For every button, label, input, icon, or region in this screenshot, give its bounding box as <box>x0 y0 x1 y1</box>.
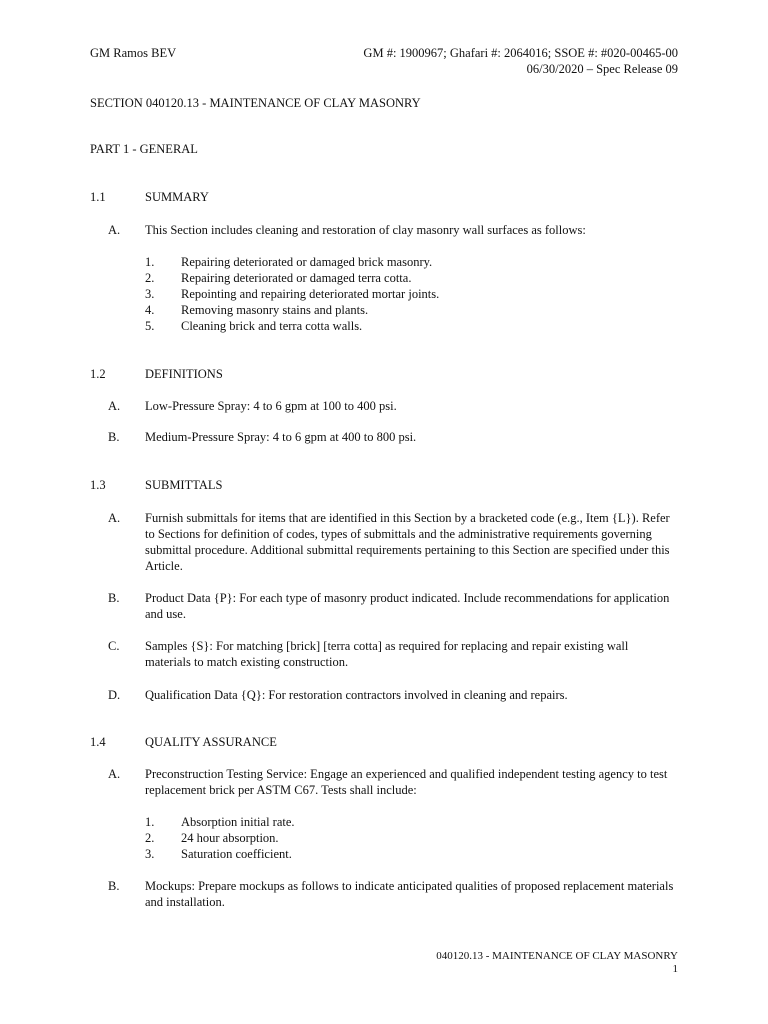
paragraph-text: Medium-Pressure Spray: 4 to 6 gpm at 400 to 800 psi. <box>145 430 417 444</box>
article-number: 1.4 <box>90 735 106 749</box>
page-footer <box>436 950 678 976</box>
article-number: 1.3 <box>90 478 106 492</box>
paragraph-text: Preconstruction Testing Service: Engage an experienced and qualified independent testing agency to test replacement brick per ASTM C67. Tests shall include: <box>145 767 668 797</box>
paragraph-text: Furnish submittals for items that are identified in this Section by a bracketed code (e.g., Item {L}). Refer to Sections for definition of codes, types of submittals and the administrative requirements governing submittal procedure. Additional submittal requirements pertaining to this Section are specified under this Article. <box>145 511 670 573</box>
list-item-text: Cleaning brick and terra cotta walls. <box>181 319 363 333</box>
list-item-number: 5. <box>145 319 155 333</box>
list-item-text: Removing masonry stains and plants. <box>181 303 369 317</box>
paragraph-text: Qualification Data {Q}: For restoration contractors involved in cleaning and repairs. <box>145 688 568 702</box>
paragraph-letter: A. <box>108 767 121 781</box>
list-item-text: Repointing and repairing deteriorated mortar joints. <box>181 287 440 301</box>
paragraph-letter: A. <box>108 511 121 525</box>
section-title: SECTION 040120.13 - MAINTENANCE OF CLAY MASONRY <box>90 96 421 110</box>
page-number: 1 <box>672 963 678 975</box>
paragraph-letter: B. <box>108 879 120 893</box>
list-item-text: Repairing deteriorated or damaged terra cotta. <box>181 271 412 285</box>
list-item-text: Repairing deteriorated or damaged brick masonry. <box>181 255 433 269</box>
article-number: 1.2 <box>90 367 106 381</box>
article-heading: QUALITY ASSURANCE <box>145 735 277 749</box>
paragraph-text: Mockups: Prepare mockups as follows to indicate anticipated qualities of proposed replacement materials and installation. <box>145 879 674 909</box>
paragraph-letter: B. <box>108 430 120 444</box>
paragraph-text: Low-Pressure Spray: 4 to 6 gpm at 100 to 400 psi. <box>145 399 397 413</box>
list-item-number: 3. <box>145 847 155 861</box>
part-title: PART 1 - GENERAL <box>90 142 198 156</box>
paragraph-letter: A. <box>108 223 121 237</box>
paragraph-letter: B. <box>108 591 120 605</box>
footer-section-title: 040120.13 - MAINTENANCE OF CLAY MASONRY <box>436 950 678 962</box>
article-heading: SUMMARY <box>145 190 209 204</box>
header-project-ids: GM #: 1900967; Ghafari #: 2064016; SSOE #: #020-00465-00 <box>363 46 678 60</box>
header-project-numbers <box>363 45 678 77</box>
list-item-text: Absorption initial rate. <box>181 815 295 829</box>
paragraph-text: Product Data {P}: For each type of masonry product indicated. Include recommendations for application and use. <box>145 591 670 621</box>
paragraph-letter: A. <box>108 399 121 413</box>
list-item-text: 24 hour absorption. <box>181 831 279 845</box>
list-item-text: Saturation coefficient. <box>181 847 292 861</box>
list-item-number: 2. <box>145 831 155 845</box>
header-project-name: GM Ramos BEV <box>90 46 177 60</box>
paragraph-text: Samples {S}: For matching [brick] [terra cotta] as required for replacing and repair existing wall materials to match existing construction. <box>145 639 629 669</box>
list-item-number: 2. <box>145 271 155 285</box>
list-item-number: 3. <box>145 287 155 301</box>
list-item-number: 1. <box>145 255 155 269</box>
paragraph-letter: D. <box>108 688 121 702</box>
article-number: 1.1 <box>90 190 106 204</box>
paragraph-letter: C. <box>108 639 120 653</box>
article-heading: DEFINITIONS <box>145 367 223 381</box>
header-release-date: 06/30/2020 – Spec Release 09 <box>526 62 678 76</box>
article-heading: SUBMITTALS <box>145 478 223 492</box>
list-item-number: 1. <box>145 815 155 829</box>
paragraph-text: This Section includes cleaning and restoration of clay masonry wall surfaces as follows: <box>145 223 586 237</box>
list-item-number: 4. <box>145 303 155 317</box>
